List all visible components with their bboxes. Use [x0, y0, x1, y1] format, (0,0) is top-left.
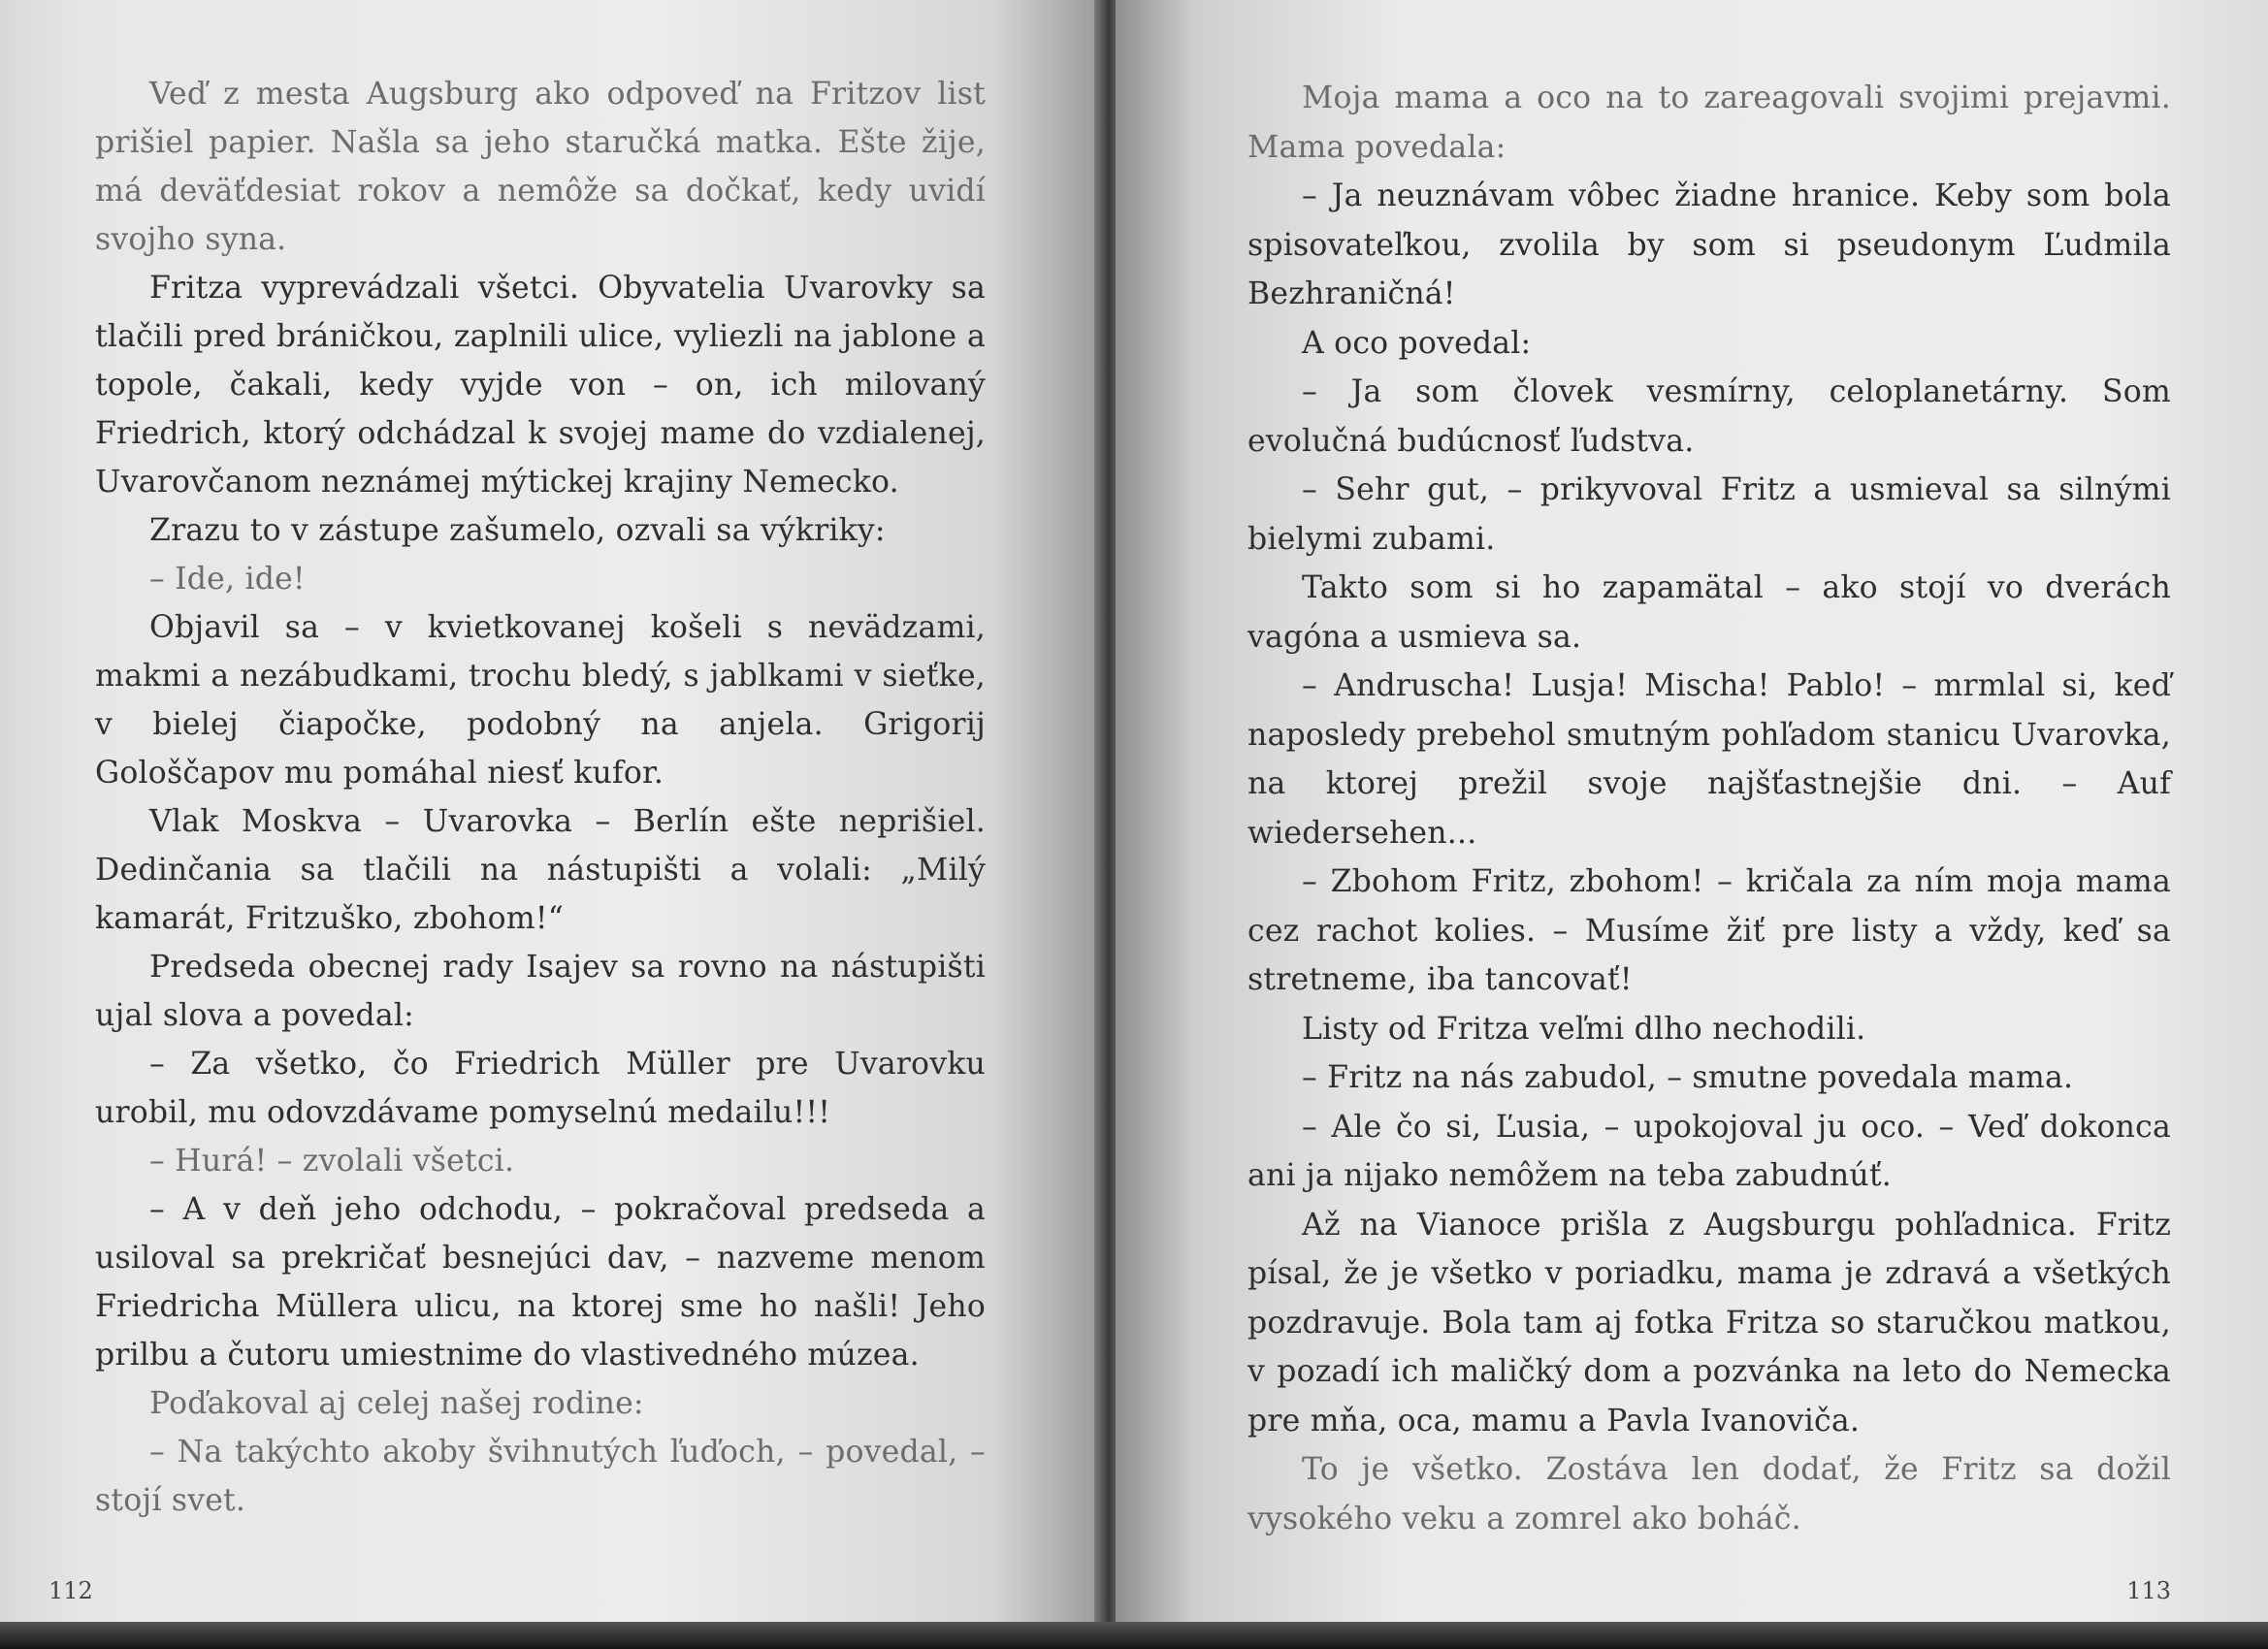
- paragraph: – Hurá! – zvolali všetci.: [149, 1144, 515, 1179]
- paragraph: – Na takýchto akoby švihnutých ľuďoch, – povedal, – stojí svet.: [95, 1435, 986, 1518]
- paragraph: Fritza vyprevádzali všetci. Obyvatelia Uvarovky sa tlačili pred bráničkou, zaplnili ulice, vyliezli na jablone a topole, čakali, kedy vyjde von – on, ich milovaný Friedrich, ktorý odchádzal k svojej mame do vzdialenej, Uvarovčanom neznámej mýtickej krajiny Nemecko.: [95, 271, 986, 500]
- paragraph: Takto som si ho zapamätal – ako stojí vo dverách vagóna a usmieva sa.: [1247, 570, 2171, 655]
- paragraph: A oco povedal:: [1302, 325, 1532, 361]
- paragraph: – Sehr gut, – prikyvoval Fritz a usmieval sa silnými bielymi zubami.: [1247, 472, 2171, 557]
- paragraph: – Zbohom Fritz, zbohom! – kričala za ním moja mama cez rachot kolies. – Musíme žiť pre listy a vždy, keď sa stretneme, iba tancovať!: [1247, 864, 2171, 997]
- paragraph: – Ja neuznávam vôbec žiadne hranice. Keby som bola spisovateľkou, zvolila by som si pseudonym Ľudmila Bezhraničná!: [1247, 178, 2171, 311]
- paragraph: Zrazu to v zástupe zašumelo, ozvali sa výkriky:: [149, 513, 886, 548]
- page-number: 112: [49, 1577, 93, 1604]
- paragraph: Predseda obecnej rady Isajev sa rovno na nástupišti ujal slova a povedal:: [95, 950, 986, 1033]
- paragraph: Veď z mesta Augsburg ako odpoveď na Fritzov list prišiel papier. Našla sa jeho staručká matka. Ešte žije, má deväťdesiat rokov a nemôže sa dočkať, kedy uvidí svojho syna.: [95, 77, 986, 257]
- paragraph: – Ide, ide!: [149, 562, 306, 597]
- paragraph: – Ale čo si, Ľusia, – upokojoval ju oco. – Veď dokonca ani ja nijako nemôžem na teba zabudnúť.: [1247, 1109, 2171, 1193]
- paragraph: – Za všetko, čo Friedrich Müller pre Uvarovku urobil, mu odovzdávame pomyselnú medailu!!!: [95, 1047, 986, 1130]
- paragraph: Až na Vianoce prišla z Augsburgu pohľadnica. Fritz písal, že je všetko v poriadku, mama je zdravá a všetkých pozdravuje. Bola tam aj fotka Fritza so staručkou matkou, v pozadí ich maličký dom a pozvánka na leto do Nemecka pre mňa, oca, mamu a Pavla Ivanoviča.: [1247, 1207, 2171, 1439]
- scan-bottom-edge: [0, 1622, 2268, 1649]
- paragraph: To je všetko. Zostáva len dodať, že Fritz sa dožil vysokého veku a zomrel ako boháč.: [1247, 1452, 2171, 1536]
- paragraph: Objavil sa – v kvietkovanej košeli s nevädzami, makmi a nezábudkami, trochu bledý, s jablkami v sieťke, v bielej čiapočke, podobný na anjela. Grigorij Gološčapov mu pomáhal niesť kufor.: [95, 610, 986, 791]
- paragraph: – Andruscha! Lusja! Mischa! Pablo! – mrmlal si, keď naposledy prebehol smutným pohľadom stanicu Uvarovka, na ktorej prežil svoje najšťastnejšie dni. – Auf wiedersehen...: [1247, 668, 2171, 851]
- paragraph: – A v deň jeho odchodu, – pokračoval predseda a usiloval sa prekričať besnejúci dav, – nazveme menom Friedricha Müllera ulicu, na ktorej sme ho našli! Jeho prilbu a čutoru umiestnime do vlastivedného múzea.: [95, 1192, 986, 1373]
- paragraph: Moja mama a oco na to zareagovali svojimi prejavmi. Mama povedala:: [1247, 81, 2171, 165]
- paragraph: Vlak Moskva – Uvarovka – Berlín ešte neprišiel. Dedinčania sa tlačili na nástupišti a volali: „Milý kamarát, Fritzuško, zbohom!“: [95, 804, 986, 936]
- left-page: [0, 0, 1102, 1622]
- right-page: [1116, 0, 2268, 1622]
- paragraph: – Fritz na nás zabudol, – smutne povedala mama.: [1302, 1060, 2074, 1095]
- paragraph: – Ja som človek vesmírny, celoplanetárny. Som evolučná budúcnosť ľudstva.: [1247, 374, 2171, 459]
- paragraph: Poďakoval aj celej našej rodine:: [149, 1386, 644, 1421]
- paragraph: Listy od Fritza veľmi dlho nechodili.: [1302, 1011, 1866, 1047]
- page-number: 113: [2126, 1577, 2171, 1604]
